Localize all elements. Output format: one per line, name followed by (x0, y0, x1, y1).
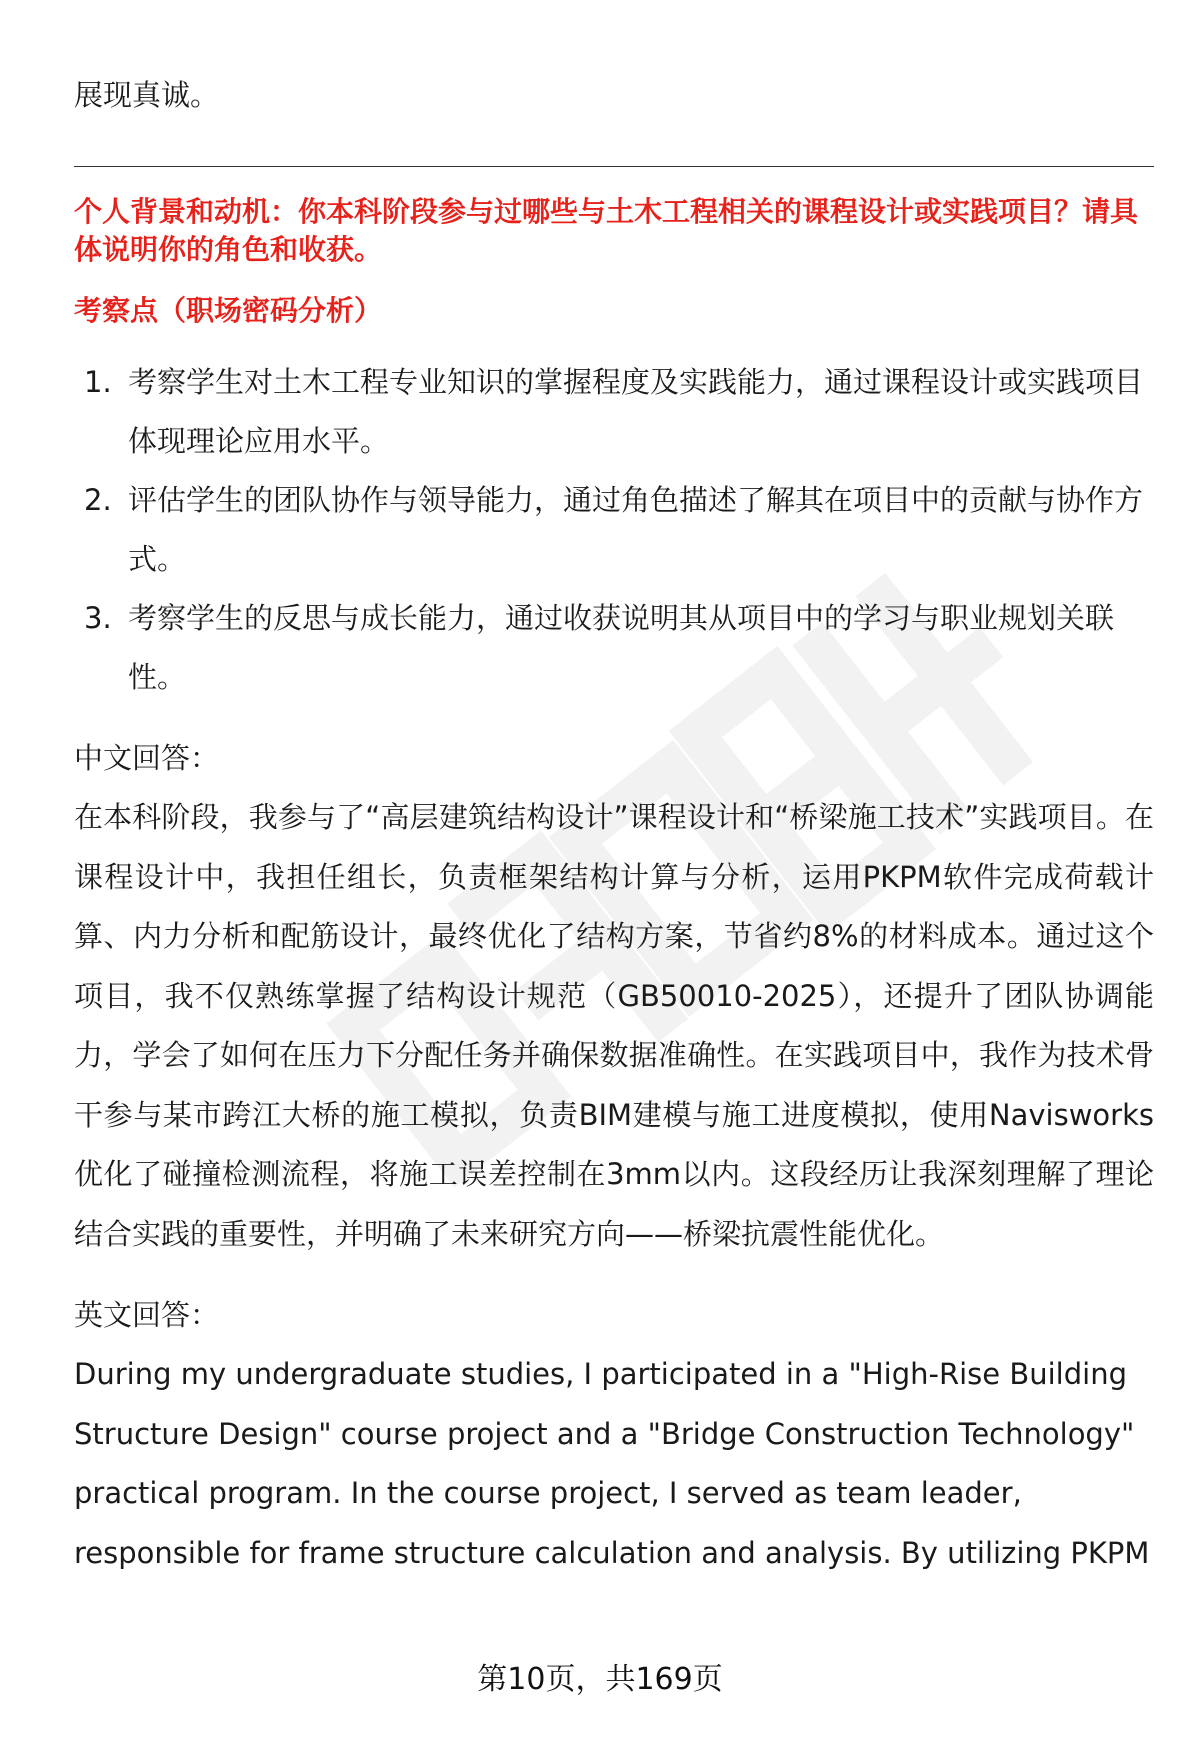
points-title: 考察点（职场密码分析） (74, 294, 383, 327)
divider (74, 166, 1154, 167)
list-text: 评估学生的团队协作与领导能力，通过角色描述了解其在项目中的贡献与协作方式。 (128, 483, 1144, 576)
cn-answer-text: 在本科阶段，我参与了“高层建筑结构设计”课程设计和“桥梁施工技术”实践项目。在课程设计中，我担任组长，负责框架结构计算与分析，运用PKPM软件完成荷载计算、内力分析和配筋设计，最终优化了结构方案，节省约8%的材料成本。通过这个项目，我不仅熟练掌握了结构设计规范（GB50010-2025），还提升了团队协调能力，学会了如何在压力下分配任务并确保数据准确性。在实践项目中，我作为技术骨干参与某市跨江大桥的施工模拟，负责BIM建模与施工进度模拟，使用Navisworks优化了碰撞检测流程，将施工误差控制在3mm以内。这段经历让我深刻理解了理论结合实践的重要性，并明确了未来研究方向——桥梁抗震性能优化。 (74, 800, 1154, 1251)
list-item (74, 353, 1154, 471)
top-line: 展现真诚。 (74, 78, 220, 112)
list-number: 3. (84, 601, 112, 635)
content (74, 66, 1154, 1583)
page-number: 第10页，共169页 (477, 1662, 723, 1697)
points-list (74, 353, 1154, 707)
en-answer-label: 英文回答： (74, 1298, 220, 1332)
cn-answer-label: 中文回答： (74, 741, 220, 775)
question-heading: 个人背景和动机：你本科阶段参与过哪些与土木工程相关的课程设计或实践项目？请具体说明你的角色和收获。 (74, 195, 1139, 266)
list-number: 2. (84, 483, 112, 517)
list-item (74, 471, 1154, 589)
en-answer-text: During my undergraduate studies, I participated in a "High-Rise Building Structure Design" course project and a "Bridge Construction Technology" practical program. In the course project, I served as team leader, responsible for frame structure calculation and analysis. By utilizing PKPM (74, 1357, 1150, 1570)
list-text: 考察学生的反思与成长能力，通过收获说明其从项目中的学习与职业规划关联性。 (128, 601, 1115, 694)
list-number: 1. (84, 365, 112, 399)
list-text: 考察学生对土木工程专业知识的掌握程度及实践能力，通过课程设计或实践项目体现理论应用水平。 (128, 365, 1144, 458)
list-item (74, 589, 1154, 707)
